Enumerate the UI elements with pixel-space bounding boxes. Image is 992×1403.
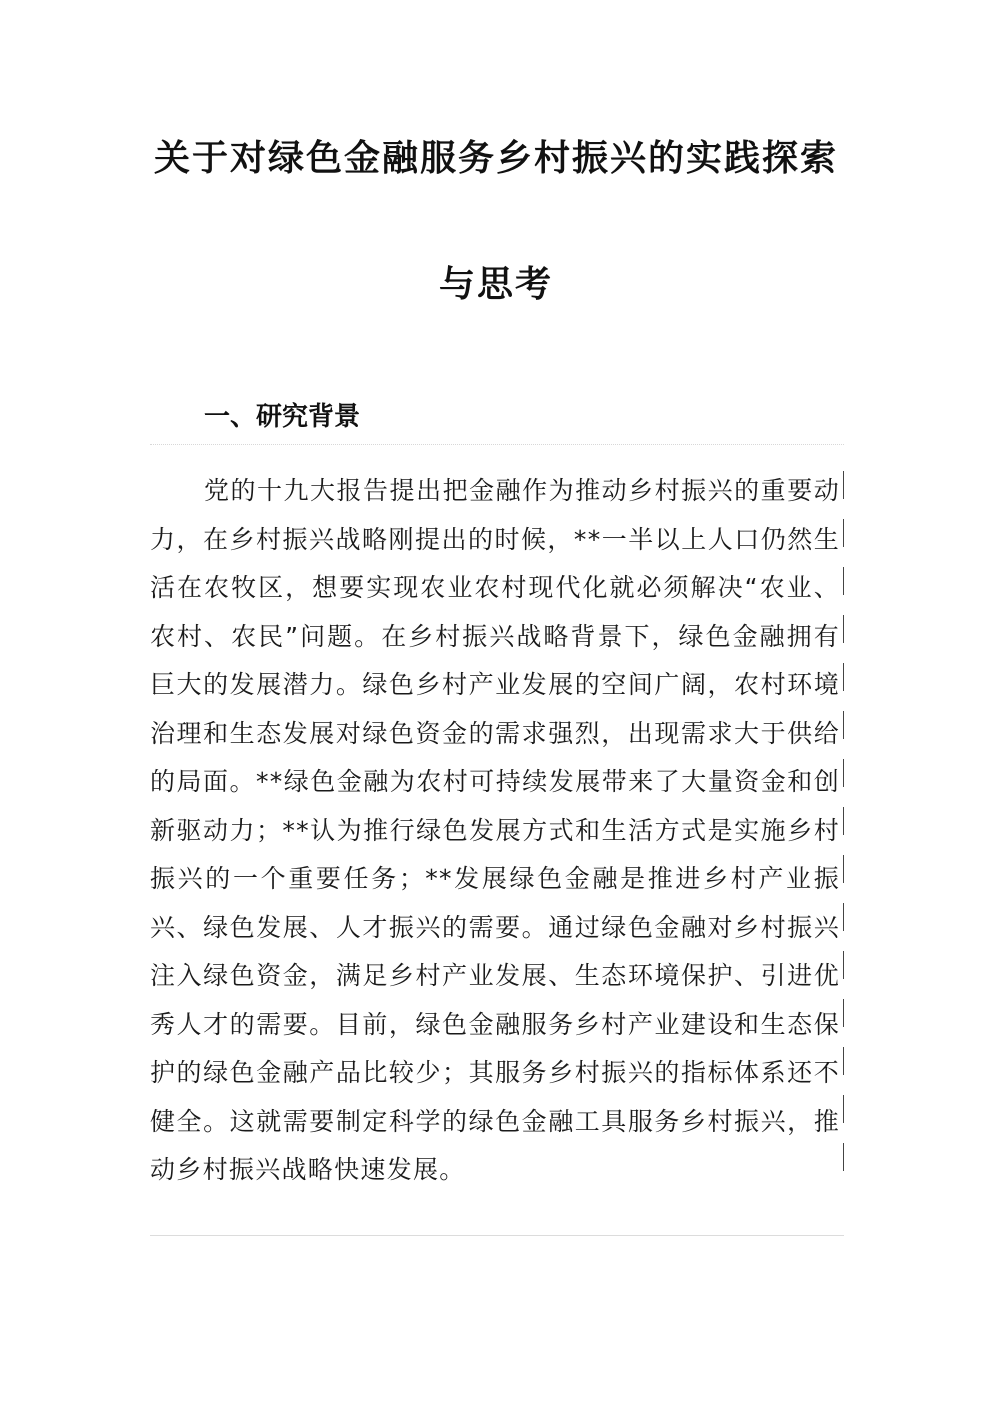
body-paragraph: 党的十九大报告提出把金融作为推动乡村振兴的重要动力，在乡村振兴战略刚提出的时候，**一半以上人口仍然生活在农牧区，想要实现农业农村现代化就必须解决“农业、农村、农民”问题。在乡村振兴战略背景下，绿色金融拥有巨大的发展潜力。绿色乡村产业发展的空间广阔，农村环境治理和生态发展对绿色资金的需求强烈，出现需求大于供给的局面。**绿色金融为农村可持续发展带来了大量资金和创新驱动力；**认为推行绿色发展方式和生活方式是实施乡村振兴的一个重要任务；**发展绿色金融是推进乡村产业振兴、绿色发展、人才振兴的需要。通过绿色金融对乡村振兴注入绿色资金，满足乡村产业发展、生态环境保护、引进优秀人才的需要。目前，绿色金融服务乡村产业建设和生态保护的绿色金融产品比较少；其服务乡村振兴的指标体系还不健全。这就需要制定科学的绿色金融工具服务乡村振兴，推动乡村振兴战略快速发展。: [150, 476, 840, 1184]
document-title-line-1: 关于对绿色金融服务乡村振兴的实践探索: [153, 137, 838, 179]
body-text-block: [150, 444, 844, 1236]
document-title-line-2: 与思考: [438, 263, 553, 305]
section-heading: 一、研究背景: [204, 402, 361, 432]
text-margin-rule: [843, 471, 844, 1181]
